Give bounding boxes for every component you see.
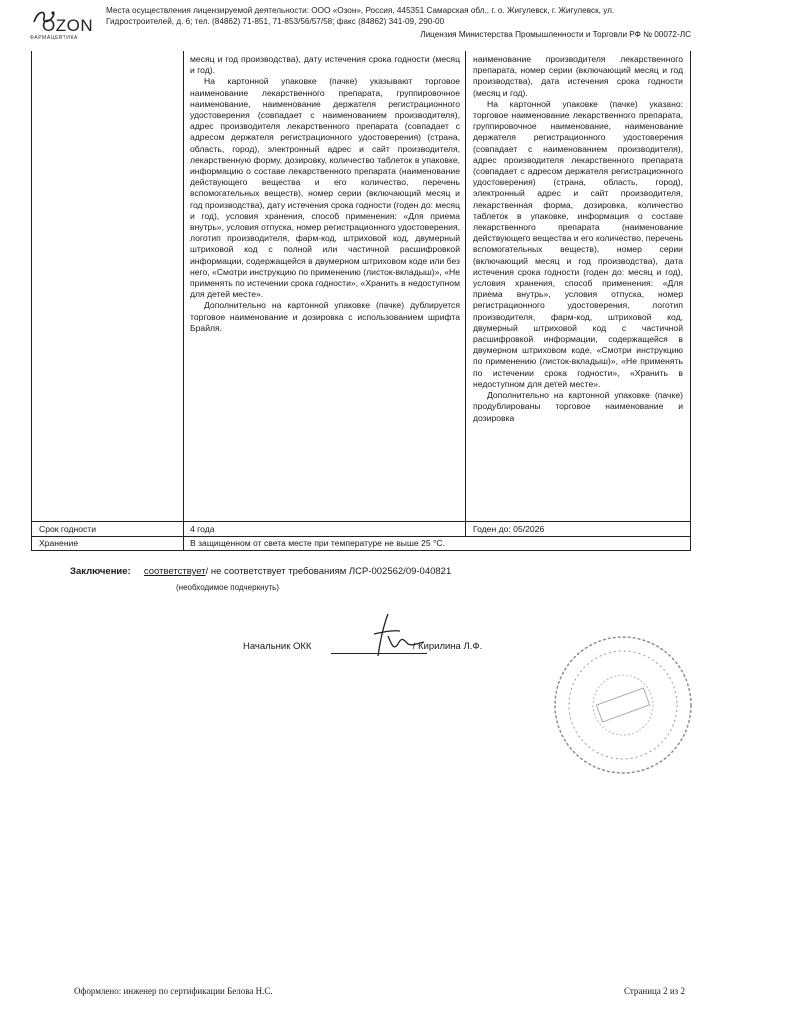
footer-prepared-by: Оформлено: инженер по сертификации Белова Н.С. — [74, 986, 273, 996]
spec-paragraph: месяц и год производства), дату истечения срока годности (месяц и год). — [190, 54, 460, 76]
spec-table — [31, 51, 691, 551]
result-paragraph: На картонной упаковке (пачке) указано: торговое наименование лекарственного препарата, группировочное наименование, наименование держателя регистрационного удостоверения (совпадает с наименованием производителя), адрес производителя лекарственного препарата (совпадает с адресом держателя регистрационного удостоверения) (страна, область, город), электронный адрес и сайт производителя, лекарственная форма, дозировка, количество таблеток в упаковке, информация о составе лекарственного препарата (наименование действующего вещества и его количество, перечень вспомогательных веществ), номер серии (включающий месяц и год производства), дата истечения срока годности (годен до: месяц и год), условия хранения, способ применения: «Для приема внутрь», условия отпуска, номер регистрационного удостоверения, логотип производителя, фарм-код, штриховой код, двумерный штриховой код с частичной расшифровкой информации, содержащейся в двумерном штриховом коде, «Смотри инструкцию по применению (листок-вкладыш)», «Не применять по истечении срока годности», «Хранить в недоступном для детей месте». — [473, 98, 683, 389]
company-logo — [30, 8, 98, 38]
result-paragraph: Дополнительно на картонной упаковке (пачке) продублированы торговое наименование и дозировка — [473, 390, 683, 423]
signature-position: Начальник ОКК — [243, 641, 312, 652]
conclusion-option-no: / не соответствует требованиям ЛСР-002562/09-040821 — [205, 566, 452, 577]
header-license: Лицензия Министерства Промышленности и Торговли РФ № 00072-ЛС — [420, 30, 691, 39]
row-spec-shelf-life: 4 года — [190, 524, 215, 534]
header-address-line: Места осуществления лицензируемой деятельности: ООО «Озон», Россия, 445351 Самарская обл., г. о. Жигулевск, г. Жигулевск, ул. — [106, 6, 615, 15]
row-label-shelf-life: Срок годности — [39, 524, 97, 534]
header-phone-line: Гидростроителей, д. 6; тел. (84862) 71-851, 71-853/56/57/58; факс (84862) 341-09, 290-00 — [106, 17, 445, 26]
spec-column — [190, 54, 460, 334]
row-label-storage: Хранение — [39, 538, 79, 548]
footer-page-number: Страница 2 из 2 — [624, 986, 685, 996]
conclusion-label: Заключение: — [70, 566, 131, 577]
row-result-shelf-life: Годен до: 05/2026 — [473, 524, 545, 534]
logo-subtitle: ФАРМАЦЕВТИКА — [30, 35, 78, 41]
quality-stamp-icon — [548, 630, 698, 780]
signature-name: / Кирилина Л.Ф. — [412, 641, 483, 652]
conclusion-note: (необходимое подчеркнуть) — [176, 583, 279, 592]
result-column — [473, 54, 683, 424]
row-spec-storage: В защищенном от света месте при температуре не выше 25 °С. — [190, 538, 446, 548]
logo-text: OZON — [42, 16, 94, 35]
handwritten-signature-icon — [350, 606, 430, 661]
conclusion-option-yes: соответствует — [143, 566, 206, 577]
spec-paragraph: На картонной упаковке (пачке) указывают торговое наименование лекарственного препарата, группировочное наименование, наименование держателя регистрационного удостоверения (совпадает с наименованием производителя), адрес производителя лекарственного препарата (совпадает с адресом держателя регистрационного удостоверения) (страна, область, город), электронный адрес и сайт производителя, лекарственную форму, дозировку, количество таблеток в упаковке, информацию о составе лекарственного препарата (наименование действующего вещества и его количество, перечень вспомогательных веществ), номер серии (включающий месяц и год производства), дату истечения срока годности (годен до: месяц и год), условия хранения, способ применения: «Для приема внутрь», условия отпуска, номер регистрационного удостоверения, логотип производителя, фарм-код, штриховой код, двумерный штриховой код с полной или частичной расшифровкой информации, содержащейся в двумерном штриховом коде или без него, «Смотри инструкцию по применению (листок-вкладыш)», «Не применять по истечении срока годности», «Хранить в недоступном для детей месте». — [190, 76, 460, 300]
result-paragraph: наименование производителя лекарственного препарата, номер серии (включающий месяц и год производства), дата истечения срока годности (месяц и год). — [473, 54, 683, 98]
spec-paragraph: Дополнительно на картонной упаковке (пачке) дублируется торговое наименование и дозировка с использованием шрифта Брайля. — [190, 300, 460, 333]
conclusion — [70, 566, 451, 577]
